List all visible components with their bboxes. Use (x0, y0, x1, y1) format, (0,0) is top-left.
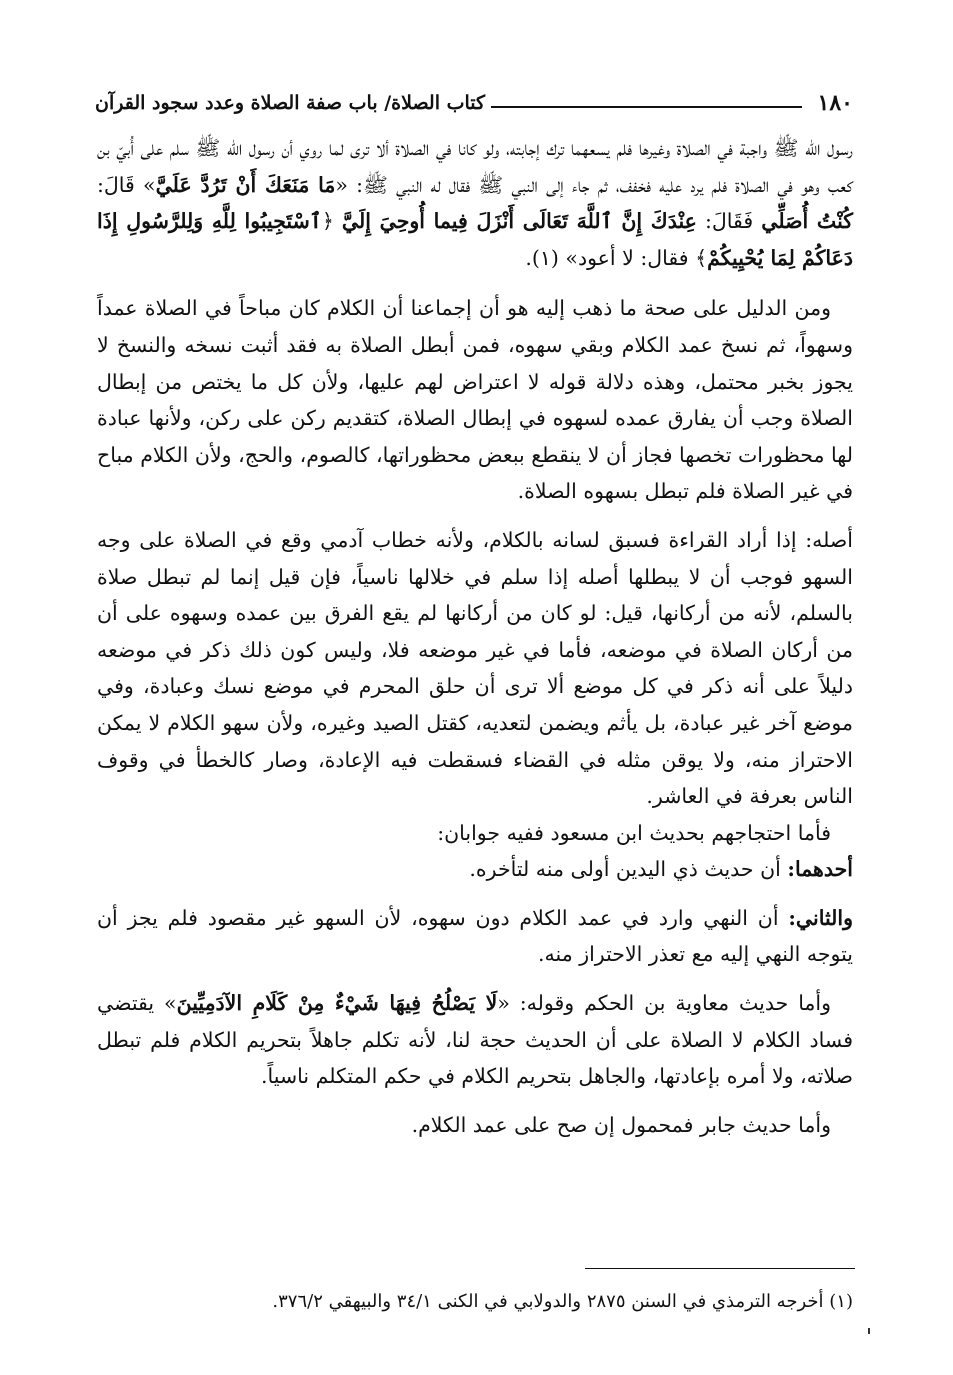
header-rule (491, 106, 801, 108)
text-segment: » قَالَ: (97, 172, 156, 197)
paragraph-first-answer (97, 851, 853, 888)
paragraph-hadith-ubayy (97, 130, 853, 276)
chapter-title: كتاب الصلاة/ باب صفة الصلاة وعدد سجود القرآن (95, 92, 486, 114)
text-segment: » يقتضي فساد الكلام لا الصلاة على أن الحديث حجة لنا، لأنه تكلم جاهلاً بتحريم الكلام فلم تبطل صلاته، ولا أمره بإعادتها، والجاهل بتحريم الكلام في حكم المتكلم ناسياً. (97, 991, 853, 1089)
hadith-quote: كُنْتُ أُصَلِّي (761, 209, 854, 234)
paragraph-jabir: وأما حديث جابر فمحمول إن صح على عمد الكلام. (411, 1112, 831, 1137)
text-segment: فَقَالَ: (696, 209, 762, 234)
answer-label: والثاني: (788, 905, 853, 930)
running-header (95, 86, 853, 120)
text-segment: ﴾ فقال: لا أعود» (١). (525, 245, 708, 270)
main-text (97, 130, 853, 1155)
paragraph-origin: أصله: إذا أراد القراءة فسبق لسانه بالكلام، ولأنه خطاب آدمي وقع في الصلاة على وجه السهو فوجب أن لا يبطلها أصله إذا سلم في خلالها ناسياً، فإن قيل إنما لم تبطل صلاة بالسلم، لأنه من أركانها، قيل: لو كان من أركانها لم يقع الفرق بين عمده وسهوه على أن من أركان الصلاة في موضعه، فأما في غير موضعه فلا، وليس كون ذلك ذكر في موضعه دليلاً على أنه ذكر في كل موضع ألا ترى أن حلق المحرم في موضع نسك وعبادة، وفي موضع آخر غير عبادة، بل يأثم ويضمن لتعديه، كقتل الصيد وغيره، ولأن سهو الكلام لا يمكن الاحتراز منه، ولا يوقن مثله في القضاء فسقطت فيه الإعادة، وصار كالخطأ في وقوف الناس بعرفة في العاشر. (97, 527, 853, 809)
footnote-text: أخرجه الترمذي في السنن ٢٨٧٥ والدولابي في الكنى ٣٤/١ والبيهقي ٣٧٦/٢. (272, 1291, 824, 1312)
text-segment: ﴿ (321, 209, 342, 234)
paragraph-proof: ومن الدليل على صحة ما ذهب إليه هو أن إجماعنا أن الكلام كان مباحاً في الصلاة عمداً وسهواً، ثم نسخ عمد الكلام وبقي سهوه، فمن أبطل الصلاة به فقد أثبت نسخه والنسخ لا يجوز بخبر محتمل، وهذه دلالة قوله لا اعتراض لهم عليها، ولأن كل ما يختص من إبطال الصلاة وجب أن يفارق عمده لسهوه في إبطال الصلاة، كتقديم ركن على ركن، ولأنها عبادة لها محظورات تخصها فجاز أن لا ينقطع ببعض محظوراتها، كالصوم، والحج، ولأن الكلام مباح في غير الصلاة فلم تبطل بسهوه الصلاة. (97, 296, 853, 504)
page-number: ١٨٠ (817, 90, 853, 116)
footnote (97, 1287, 853, 1317)
paragraph-second-answer (97, 900, 853, 973)
answer-text: أن النهي وارد في عمد الكلام دون سهوه، لأن السهو غير مقصود فلم يجز أن يتوجه النهي إليه مع تعذر الاحتراز منه. (97, 905, 853, 967)
footnote-marker: (١) (829, 1291, 853, 1312)
answer-label: أحدهما: (787, 857, 853, 882)
text-segment: رسول الله ﷺ واجبة في الصلاة وغيرها فلم يسعهما ترك إجابته، ولو كانا في الصلاة ألا ترى لما روي أن رسول الله ﷺ سلم على أُبيّ بن كعب وهو في الصلاة فلم يرد عليه فخفف، ثم جاء إلى النبي ﷺ فقال له النبي ﷺ: « (97, 136, 854, 197)
scan-mark (868, 1328, 870, 1334)
quran-verse: ٱسْتَجِيبُوا لِلَّهِ وَلِلرَّسُولِ إِذَا دَعَاكُمْ لِمَا يُحْيِيكُمْ (97, 209, 853, 270)
hadith-quote: مَا مَنَعَكَ أَنْ تَرُدَّ عَلَيَّ (155, 172, 336, 197)
answer-text: أن حديث ذي اليدين أولى منه لتأخره. (469, 857, 788, 882)
text-segment: وأما حديث معاوية بن الحكم وقوله: « (497, 991, 832, 1016)
paragraph-two-answers: فأما احتجاجهم بحديث ابن مسعود ففيه جوابان: (437, 820, 831, 845)
paragraph-muawiya (97, 985, 853, 1095)
footnote-separator (585, 1268, 855, 1269)
hadith-quote: عِنْدَكَ إِنَّ ٱللَّهَ تَعَالَى أَنْزَلَ فِيما أُوحِيَ إِلَيَّ (341, 209, 697, 234)
hadith-quote: لَا يَصْلُحُ فِيهَا شَيْءٌ مِنْ كَلَامِ الآدَمِيِّينَ (176, 991, 498, 1016)
